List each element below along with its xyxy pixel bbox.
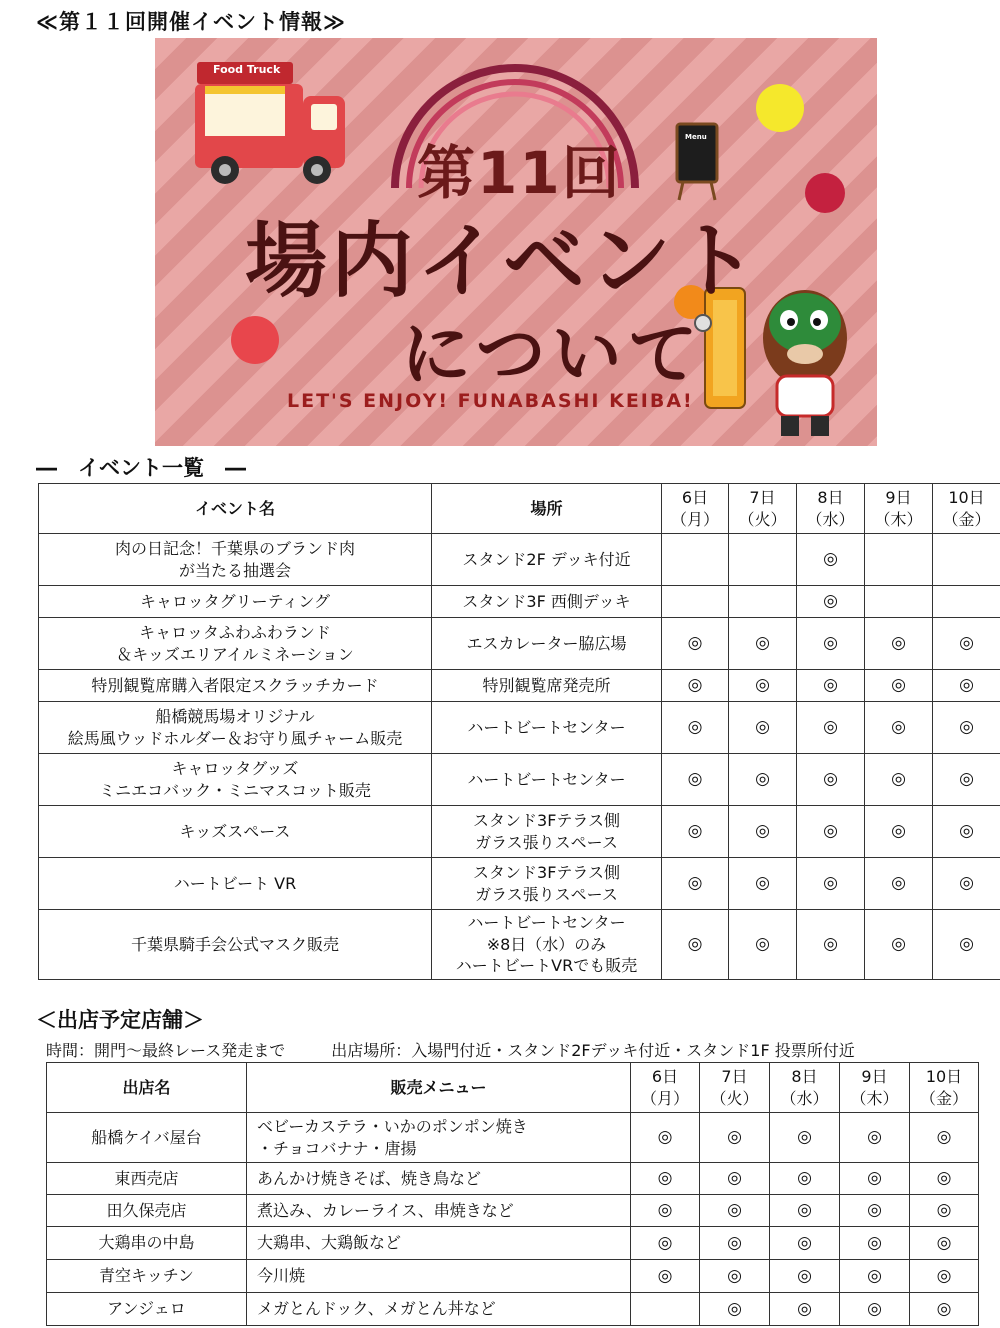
mascot-horse-icon	[763, 290, 847, 436]
shops-hours: 時間：開門～最終レース発走まで	[46, 1041, 286, 1060]
menu-board-label: Menu	[685, 133, 707, 141]
event-name-line: ハートビート VR	[173, 873, 297, 893]
event-place-cell	[432, 670, 662, 702]
event-day-mark: ◎	[797, 534, 865, 586]
event-day-mark: ◎	[729, 806, 797, 858]
event-day-mark: ◎	[662, 910, 729, 980]
event-row	[39, 806, 1000, 858]
event-day-mark: ◎	[662, 670, 729, 702]
shop-menu-cell	[247, 1195, 631, 1227]
event-day-mark: ◎	[662, 702, 729, 754]
food-truck-label: Food Truck	[213, 63, 281, 76]
shop-menu-cell	[247, 1113, 631, 1163]
shop-day-mark: ◎	[631, 1227, 700, 1260]
event-day-mark	[729, 586, 797, 618]
event-day-mark: ◎	[797, 858, 865, 910]
event-day-mark	[662, 534, 729, 586]
event-day-mark: ◎	[865, 618, 933, 670]
shops-header-day: 6日 （月）	[631, 1063, 700, 1113]
event-place-line: スタンド3F 西側デッキ	[462, 591, 631, 611]
shop-menu-cell	[247, 1163, 631, 1195]
shops-location: 出店場所：入場門付近・スタンド2Fデッキ付近・スタンド1F 投票所付近	[331, 1041, 855, 1060]
event-name-line: が当たる抽選会	[178, 560, 291, 580]
shop-day-mark: ◎	[770, 1227, 840, 1260]
shop-row	[47, 1113, 979, 1163]
shop-menu-line: メガとんドック、メガとん丼など	[257, 1299, 496, 1319]
event-day-mark	[865, 586, 933, 618]
shop-day-mark: ◎	[770, 1113, 840, 1163]
event-day-mark: ◎	[797, 670, 865, 702]
shop-name-cell: 船橋ケイバ屋台	[47, 1113, 247, 1163]
shop-menu-line: 大鶏串、大鶏飯など	[257, 1233, 402, 1253]
event-day-mark: ◎	[729, 910, 797, 980]
event-name-line: キャロッタグッズ	[171, 758, 299, 778]
event-day-mark: ◎	[933, 910, 1000, 980]
event-row	[39, 586, 1000, 618]
shops-info	[46, 1038, 855, 1061]
event-day-mark: ◎	[865, 806, 933, 858]
events-header-day: 7日 （火）	[729, 484, 797, 534]
shop-name-cell: 田久保売店	[47, 1195, 247, 1227]
event-place-line: スタンド2F デッキ付近	[462, 549, 631, 569]
event-place-line: ハートビートVRでも販売	[455, 956, 638, 976]
event-name-cell	[39, 858, 432, 910]
event-place-line: ※8日（水）のみ	[486, 934, 607, 954]
event-day-mark: ◎	[933, 670, 1000, 702]
event-name-line: 千葉県騎手会公式マスク販売	[130, 934, 339, 954]
banner-number-title: 第11回	[417, 139, 622, 207]
event-day-mark: ◎	[933, 806, 1000, 858]
event-place-cell	[432, 910, 662, 980]
shops-section-title: ＜出店予定店舗＞	[36, 1008, 204, 1032]
event-day-mark: ◎	[933, 702, 1000, 754]
event-place-cell	[432, 754, 662, 806]
event-name-cell	[39, 586, 432, 618]
events-section-title: ― イベント一覧 ―	[36, 456, 246, 480]
event-place-cell	[432, 534, 662, 586]
banner-title: 場内イベント	[245, 214, 762, 309]
events-header-row	[39, 484, 1000, 534]
event-row	[39, 754, 1000, 806]
shops-header-day: 8日 （水）	[770, 1063, 840, 1113]
event-day-mark: ◎	[865, 702, 933, 754]
event-place-line: ガラス張りスペース	[475, 832, 618, 852]
banner-tagline: LET'S ENJOY! FUNABASHI KEIBA!	[287, 390, 694, 412]
event-day-mark: ◎	[662, 754, 729, 806]
event-day-mark: ◎	[797, 806, 865, 858]
event-day-mark: ◎	[797, 702, 865, 754]
event-day-mark: ◎	[865, 670, 933, 702]
event-place-cell	[432, 858, 662, 910]
shops-header-day: 10日 （金）	[910, 1063, 979, 1113]
shop-menu-line: 今川焼	[257, 1266, 306, 1286]
event-day-mark: ◎	[797, 754, 865, 806]
shop-day-mark: ◎	[770, 1293, 840, 1326]
event-day-mark: ◎	[797, 910, 865, 980]
shop-day-mark: ◎	[700, 1195, 770, 1227]
shop-day-mark: ◎	[631, 1113, 700, 1163]
shop-name-cell: 東西売店	[47, 1163, 247, 1195]
shop-menu-line: ベビーカステラ・いかのポンポン焼き	[257, 1116, 528, 1136]
event-row	[39, 702, 1000, 754]
red-balloon-left	[231, 316, 279, 364]
shop-day-mark: ◎	[631, 1260, 700, 1293]
shops-table	[46, 1062, 979, 1326]
events-header-name: イベント名	[39, 484, 432, 534]
shop-day-mark: ◎	[910, 1163, 979, 1195]
event-name-line: 絵馬風ウッドホルダー＆お守り風チャーム販売	[67, 728, 403, 748]
shop-menu-line: 煮込み、カレーライス、串焼きなど	[257, 1200, 514, 1220]
event-name-line: キッズスペース	[179, 821, 291, 841]
event-name-line: ミニエコバック・ミニマスコット販売	[99, 780, 371, 800]
event-place-line: 特別観覧席発売所	[482, 675, 611, 695]
event-day-mark: ◎	[797, 586, 865, 618]
shop-row	[47, 1293, 979, 1326]
event-place-cell	[432, 806, 662, 858]
shop-name-cell: アンジェロ	[47, 1293, 247, 1326]
shop-day-mark: ◎	[840, 1195, 910, 1227]
shop-day-mark: ◎	[700, 1260, 770, 1293]
shop-day-mark: ◎	[910, 1260, 979, 1293]
shop-menu-cell	[247, 1293, 631, 1326]
events-table	[38, 483, 1000, 980]
event-day-mark	[933, 534, 1000, 586]
shops-header-day: 9日 （木）	[840, 1063, 910, 1113]
shop-day-mark: ◎	[840, 1293, 910, 1326]
shop-row	[47, 1163, 979, 1195]
event-name-line: 肉の日記念！千葉県のブランド肉	[114, 538, 355, 558]
shops-header-row	[47, 1063, 979, 1113]
event-banner	[155, 38, 877, 446]
event-name-cell	[39, 806, 432, 858]
event-row	[39, 910, 1000, 980]
event-name-line: キャロッタふわふわランド	[139, 622, 331, 642]
shop-day-mark: ◎	[700, 1113, 770, 1163]
page-heading: ≪第１１回開催イベント情報≫	[36, 10, 346, 34]
shop-day-mark: ◎	[910, 1227, 979, 1260]
event-row	[39, 858, 1000, 910]
event-place-cell	[432, 618, 662, 670]
event-name-cell	[39, 910, 432, 980]
event-name-cell	[39, 618, 432, 670]
shop-menu-line: ・チョコバナナ・唐揚	[257, 1138, 417, 1158]
shop-day-mark: ◎	[840, 1113, 910, 1163]
shop-day-mark: ◎	[770, 1260, 840, 1293]
event-day-mark: ◎	[729, 618, 797, 670]
event-row	[39, 618, 1000, 670]
events-header-day: 9日 （木）	[865, 484, 933, 534]
shop-menu-cell	[247, 1227, 631, 1260]
events-header-day: 8日 （水）	[797, 484, 865, 534]
events-header-day: 6日 （月）	[662, 484, 729, 534]
event-day-mark: ◎	[662, 858, 729, 910]
event-day-mark: ◎	[933, 618, 1000, 670]
event-day-mark: ◎	[662, 806, 729, 858]
shop-day-mark: ◎	[631, 1195, 700, 1227]
event-day-mark: ◎	[662, 618, 729, 670]
event-name-cell	[39, 534, 432, 586]
event-name-cell	[39, 702, 432, 754]
event-day-mark: ◎	[729, 670, 797, 702]
shops-header-menu: 販売メニュー	[247, 1063, 631, 1113]
shop-day-mark: ◎	[910, 1195, 979, 1227]
shop-day-mark: ◎	[700, 1293, 770, 1326]
event-name-line: ＆キッズエリアイルミネーション	[116, 644, 354, 664]
event-day-mark	[933, 586, 1000, 618]
shop-day-mark: ◎	[770, 1163, 840, 1195]
event-place-cell	[432, 586, 662, 618]
event-place-line: ガラス張りスペース	[475, 884, 618, 904]
banner-subtitle: について	[401, 313, 704, 395]
shop-day-mark: ◎	[840, 1227, 910, 1260]
event-day-mark: ◎	[729, 754, 797, 806]
shop-day-mark: ◎	[910, 1113, 979, 1163]
shop-menu-line: あんかけ焼きそば、焼き鳥など	[257, 1168, 482, 1188]
events-header-day: 10日 （金）	[933, 484, 1000, 534]
shop-day-mark: ◎	[770, 1195, 840, 1227]
event-place-cell	[432, 702, 662, 754]
shop-row	[47, 1260, 979, 1293]
event-day-mark: ◎	[933, 858, 1000, 910]
event-place-line: ハートビートセンター	[467, 913, 626, 933]
shop-day-mark: ◎	[700, 1227, 770, 1260]
shop-day-mark: ◎	[840, 1260, 910, 1293]
event-day-mark	[662, 586, 729, 618]
shop-day-mark	[631, 1293, 700, 1326]
shop-day-mark: ◎	[700, 1163, 770, 1195]
event-day-mark: ◎	[865, 858, 933, 910]
event-place-line: スタンド3Fテラス側	[473, 810, 620, 830]
shop-name-cell: 大鶏串の中島	[47, 1227, 247, 1260]
event-day-mark: ◎	[729, 702, 797, 754]
red-balloon	[805, 173, 845, 213]
event-place-line: ハートビートセンター	[467, 769, 626, 789]
event-day-mark	[865, 534, 933, 586]
shop-day-mark: ◎	[910, 1293, 979, 1326]
shop-name-cell: 青空キッチン	[47, 1260, 247, 1293]
event-name-line: キャロッタグリーティング	[139, 591, 331, 611]
event-day-mark: ◎	[865, 910, 933, 980]
event-place-line: ハートビートセンター	[467, 717, 626, 737]
event-place-line: スタンド3Fテラス側	[473, 862, 620, 882]
event-day-mark: ◎	[865, 754, 933, 806]
shop-menu-cell	[247, 1260, 631, 1293]
event-place-line: エスカレーター脇広場	[466, 633, 627, 653]
event-name-line: 船橋競馬場オリジナル	[155, 706, 315, 726]
event-name-line: 特別観覧席購入者限定スクラッチカード	[91, 675, 379, 695]
shop-row	[47, 1227, 979, 1260]
shop-row	[47, 1195, 979, 1227]
event-row	[39, 670, 1000, 702]
event-day-mark: ◎	[729, 858, 797, 910]
event-name-cell	[39, 754, 432, 806]
event-name-cell	[39, 670, 432, 702]
shops-header-day: 7日 （火）	[700, 1063, 770, 1113]
event-day-mark	[729, 534, 797, 586]
events-header-place: 場所	[432, 484, 662, 534]
food-truck-icon	[195, 62, 345, 184]
shops-header-name: 出店名	[47, 1063, 247, 1113]
event-row	[39, 534, 1000, 586]
shop-day-mark: ◎	[631, 1163, 700, 1195]
event-day-mark: ◎	[933, 754, 1000, 806]
yellow-balloon	[756, 84, 804, 132]
event-day-mark: ◎	[797, 618, 865, 670]
shop-day-mark: ◎	[840, 1163, 910, 1195]
